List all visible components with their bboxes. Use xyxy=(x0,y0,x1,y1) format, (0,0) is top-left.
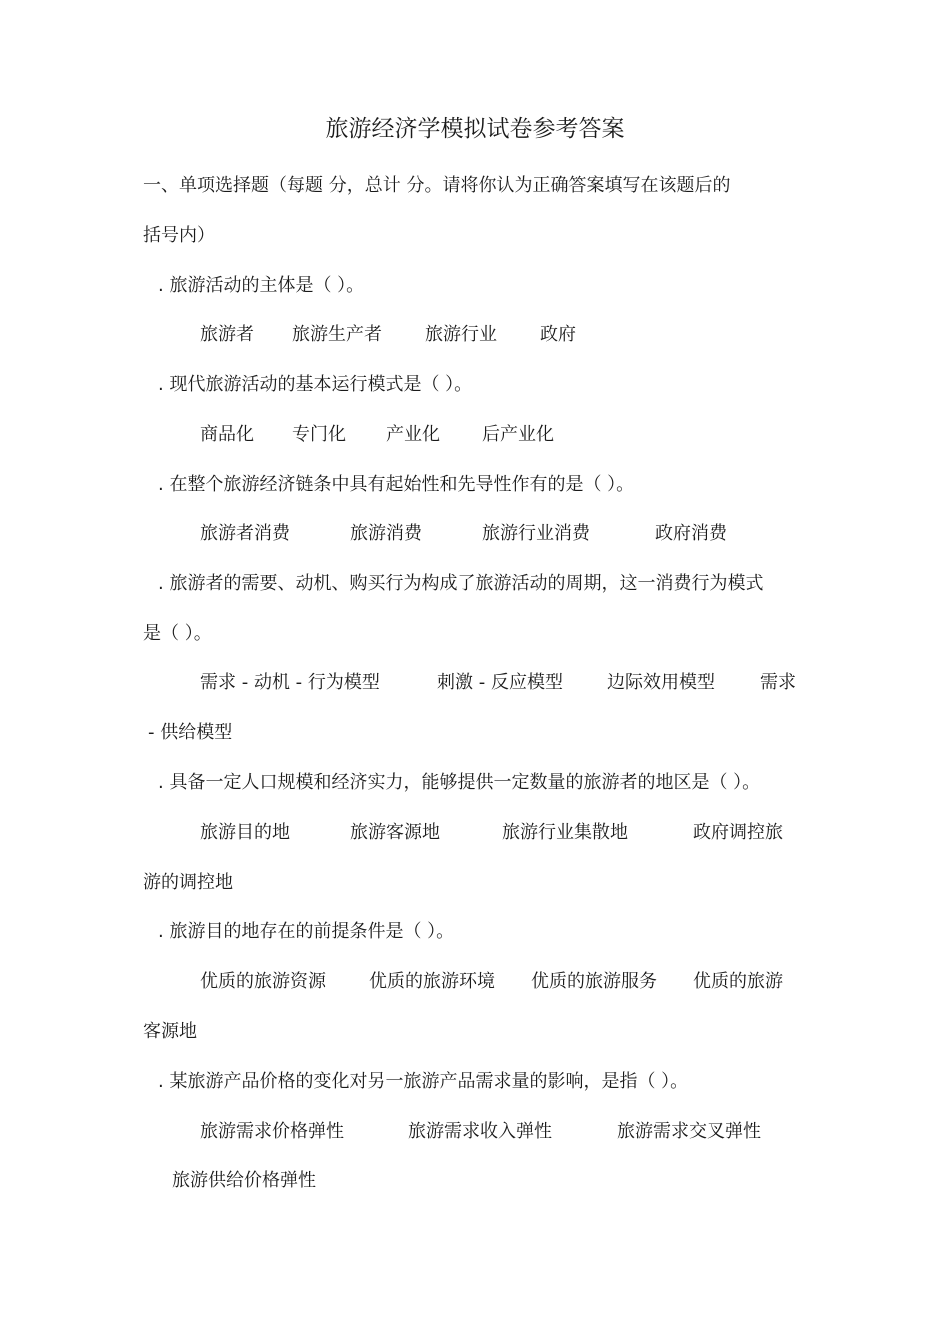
question-5-option-b: 旅游客源地 xyxy=(350,822,440,843)
question-5-option-d: 政府调控旅 xyxy=(693,822,783,843)
question-5-option-d-continuation: 游的调控地 xyxy=(143,872,233,893)
question-7-option-b: 旅游需求收入弹性 xyxy=(408,1121,552,1142)
question-1-stem: . 旅游活动的主体是（ ）。 xyxy=(158,275,365,296)
section-heading: 一、单项选择题（每题 分，总计 分。请将你认为正确答案填写在该题后的 xyxy=(143,175,731,196)
question-4-option-d-continuation: - 供给模型 xyxy=(148,722,233,743)
section-heading-continuation: 括号内） xyxy=(143,225,215,246)
question-1-option-a: 旅游者 xyxy=(200,324,254,345)
question-7-stem: . 某旅游产品价格的变化对另一旅游产品需求量的影响，是指（ ）。 xyxy=(158,1071,689,1092)
question-6-option-b: 优质的旅游环境 xyxy=(369,971,495,992)
question-4-option-c: 边际效用模型 xyxy=(607,672,715,693)
question-2-option-b: 专门化 xyxy=(292,424,346,445)
question-6-option-c: 优质的旅游服务 xyxy=(531,971,657,992)
question-4-stem-continuation: 是（ ）。 xyxy=(143,623,212,644)
question-5-option-c: 旅游行业集散地 xyxy=(502,822,628,843)
question-2-option-d: 后产业化 xyxy=(482,424,554,445)
question-3-option-c: 旅游行业消费 xyxy=(482,523,590,544)
question-5-option-a: 旅游目的地 xyxy=(200,822,290,843)
question-7-option-a: 旅游需求价格弹性 xyxy=(200,1121,344,1142)
question-1-option-d: 政府 xyxy=(540,324,576,345)
question-6-option-d: 优质的旅游 xyxy=(693,971,783,992)
question-4-stem: . 旅游者的需要、动机、购买行为构成了旅游活动的周期，这一消费行为模式 xyxy=(158,573,764,594)
question-1-option-c: 旅游行业 xyxy=(425,324,497,345)
question-2-option-a: 商品化 xyxy=(200,424,254,445)
question-7-option-c: 旅游需求交叉弹性 xyxy=(617,1121,761,1142)
question-3-option-a: 旅游者消费 xyxy=(200,523,290,544)
question-6-option-d-continuation: 客源地 xyxy=(143,1021,197,1042)
question-2-option-c: 产业化 xyxy=(386,424,440,445)
question-6-stem: . 旅游目的地存在的前提条件是（ ）。 xyxy=(158,921,455,942)
question-6-option-a: 优质的旅游资源 xyxy=(200,971,326,992)
question-4-option-d: 需求 xyxy=(760,672,796,693)
question-4-option-b: 刺激 - 反应模型 xyxy=(437,672,563,693)
question-7-option-d: 旅游供给价格弹性 xyxy=(172,1170,316,1191)
question-3-option-d: 政府消费 xyxy=(655,523,727,544)
question-4-option-a: 需求 - 动机 - 行为模型 xyxy=(200,672,380,693)
question-5-stem: . 具备一定人口规模和经济实力，能够提供一定数量的旅游者的地区是（ ）。 xyxy=(158,772,761,793)
question-1-option-b: 旅游生产者 xyxy=(292,324,382,345)
question-2-stem: . 现代旅游活动的基本运行模式是（ ）。 xyxy=(158,374,473,395)
document-title: 旅游经济学模拟试卷参考答案 xyxy=(325,116,625,142)
question-3-stem: . 在整个旅游经济链条中具有起始性和先导性作有的是（ ）。 xyxy=(158,474,635,495)
question-3-option-b: 旅游消费 xyxy=(350,523,422,544)
